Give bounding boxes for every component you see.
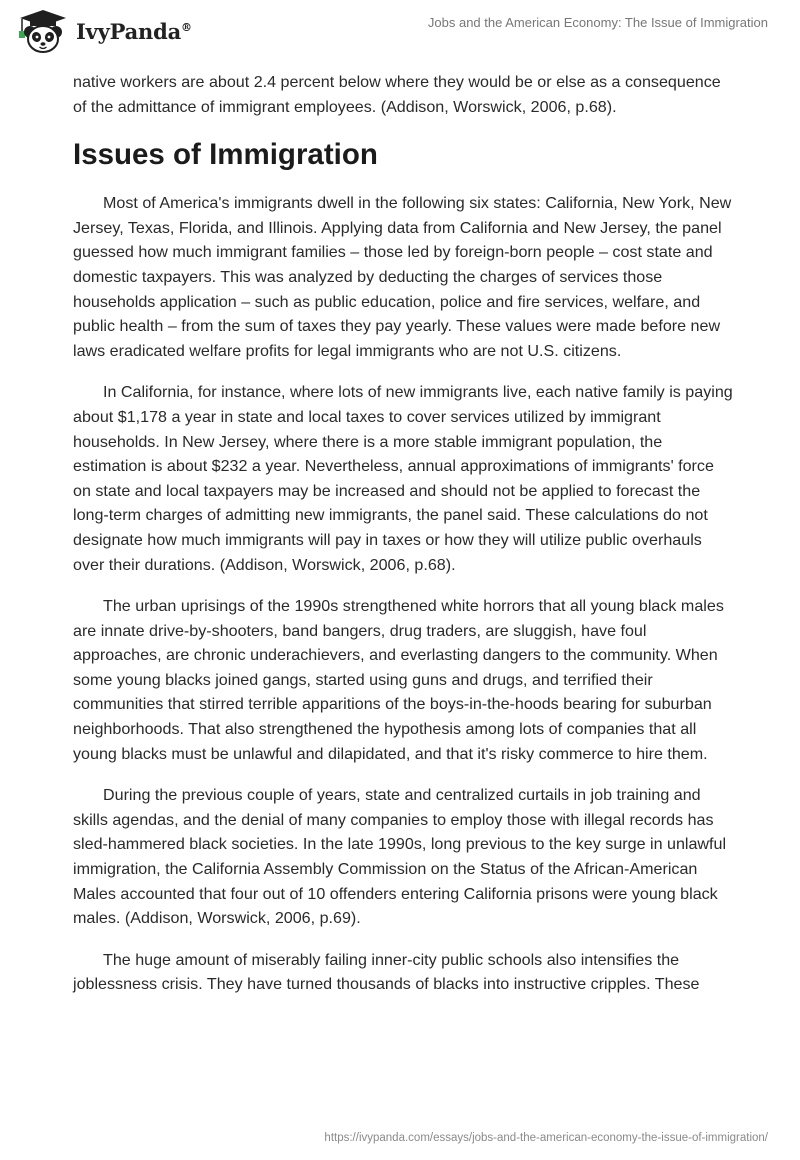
intro-paragraph: native workers are about 2.4 percent below where they would be or else as a consequence of the admittance of immigrant employees. (Addison, Worswick, 2006, p.68). [73, 73, 721, 116]
body-paragraph: Most of America's immigrants dwell in the following six states: California, New York, New Jersey, Texas, Florida, and Illinois. Applying data from California and New Jersey, the panel guessed how much immigrant families – those led by foreign-born people – cost state and domestic taxpayers. This was analyzed by deducting the charges of services those households application – such as public education, police and fire services, welfare, and public health – from the sum of taxes they pay yearly. These values were made before new laws eradicated welfare profits for legal immigrants who are not U.S. citizens. [73, 194, 732, 360]
ivypanda-logo[interactable] [16, 8, 192, 54]
source-url[interactable]: https://ivypanda.com/essays/jobs-and-the-american-economy-the-issue-of-immigration/ [324, 1132, 768, 1144]
body-paragraph: The huge amount of miserably failing inner-city public schools also intensifies the joblessness crisis. They have turned thousands of blacks into instructive cripples. These [73, 950, 700, 994]
section-heading: Issues of Immigration [73, 138, 378, 172]
page-header [0, 0, 800, 70]
brand-name: IvyPanda® [76, 18, 192, 44]
body-paragraph: During the previous couple of years, state and centralized curtails in job training and skills agendas, and the denial of many companies to employ those with illegal records has sled-hammered black societies. In the late 1990s, long previous to the key surge in unlawful immigration, the California Assembly Commission on the Status of the African-American Males accounted that four out of 10 offenders entering California prisons were young black males. (Addison, Worswick, 2006, p.69). [73, 786, 727, 928]
body-paragraph: The urban uprisings of the 1990s strengthened white horrors that all young black males are innate drive-by-shooters, band bangers, drug traders, are sluggish, have foul approaches, are chronic underachievers, and everlasting dangers to the community. When some young blacks joined gangs, started using guns and drugs, and terrified their communities that stirred terrible apparitions of the boys-in-the-hoods bearing for suburban neighborhoods. That also strengthened the hypothesis among lots of companies that all young blacks must be unlawful and dilapidated, and that it's risky commerce to hire them. [73, 597, 724, 763]
panda-graduate-icon [16, 8, 70, 54]
body-paragraph: In California, for instance, where lots of new immigrants live, each native family is paying about $1,178 a year in state and local taxes to cover services utilized by immigrant households. In New Jersey, where there is a more stable immigrant population, the estimation is about $232 a year. Nevertheless, annual approximations of immigrants' force on state and local taxpayers may be increased and should not be applied to forecast the long-term charges of admitting new immigrants, the panel said. These calculations do not designate how much immigrants will pay in taxes or how they will utilize public overhauls over their durations. (Addison, Worswick, 2006, p.68). [73, 383, 733, 574]
essay-content [73, 70, 733, 1014]
document-title: Jobs and the American Economy: The Issue of Immigration [427, 15, 768, 30]
